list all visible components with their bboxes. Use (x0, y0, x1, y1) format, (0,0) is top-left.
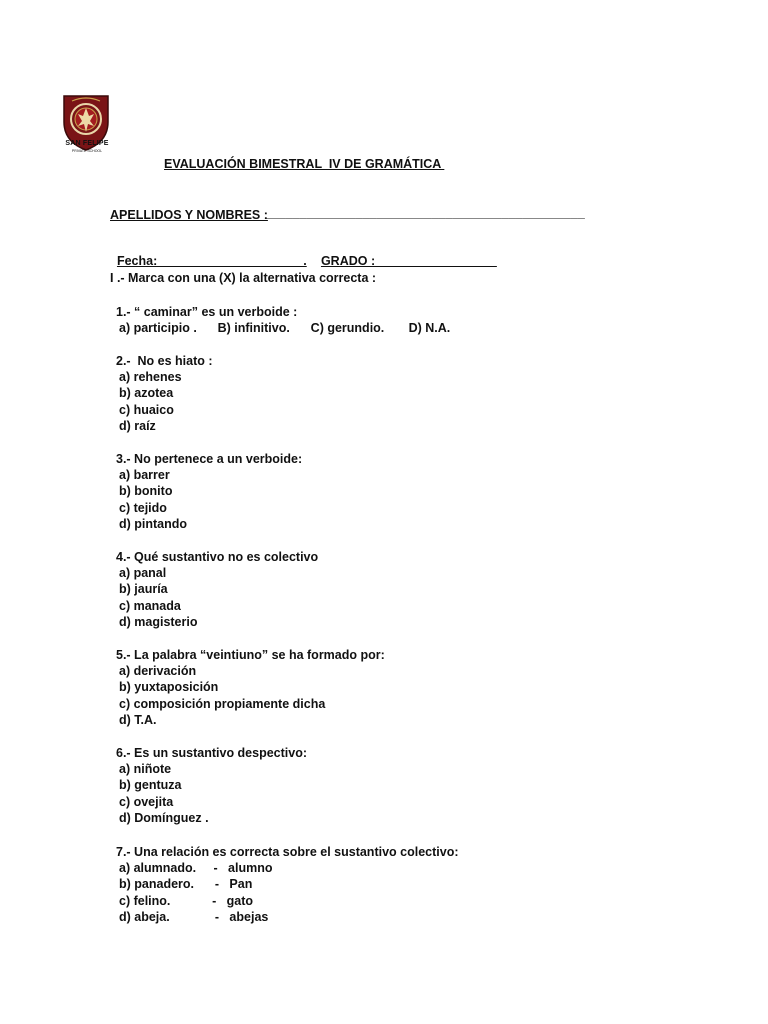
option-c[interactable]: c) felino. - gato (119, 893, 254, 908)
section-instruction: I .- Marca con una (X) la alternativa correcta : (110, 271, 377, 285)
question-text: 3.- No pertenece a un verboide: (116, 452, 303, 466)
question-1 (116, 304, 450, 336)
question-text: 1.- “ caminar” es un verboide : (116, 305, 298, 319)
date-label: Fecha:_____________________. (116, 254, 307, 268)
option-d[interactable]: d) abeja. - abejas (119, 909, 269, 924)
option-b[interactable]: b) gentuza (119, 778, 182, 793)
option-b[interactable]: b) azotea (119, 386, 174, 401)
question-4 (116, 549, 318, 630)
logo-school-subtitle: PRIVATE SCHOOL (71, 149, 103, 153)
option-d[interactable]: d) pintando (119, 516, 188, 531)
question-text: 2.- No es hiato : (116, 354, 213, 368)
question-text: 4.- Qué sustantivo no es colectivo (116, 550, 319, 564)
option-a[interactable]: a) derivación (119, 664, 197, 679)
option-c[interactable]: c) composición propiamente dicha (119, 696, 326, 711)
option-a[interactable]: a) panal (119, 566, 167, 581)
option-d[interactable]: d) raíz (119, 418, 156, 433)
school-crest-logo (60, 86, 112, 158)
option-c[interactable]: c) huaico (119, 402, 174, 417)
option-b[interactable]: b) panadero. - Pan (119, 877, 253, 892)
question-text: 7.- Una relación es correcta sobre el sustantivo colectivo: (116, 845, 459, 859)
option-a[interactable]: a) alumnado. - alumno (119, 861, 273, 876)
exam-title: EVALUACIÓN BIMESTRAL IV DE GRAMÁTICA (164, 157, 445, 171)
question-7 (116, 844, 459, 925)
name-blank-line[interactable]: ______________________________________________ (265, 206, 585, 220)
date-field[interactable] (110, 240, 307, 268)
option-a[interactable]: a) niñote (119, 762, 172, 777)
question-2 (116, 353, 213, 434)
grade-field[interactable] (314, 240, 497, 268)
option-d[interactable]: d) T.A. (119, 712, 157, 727)
grade-label: GRADO : _________________ (320, 254, 497, 268)
option-c[interactable]: c) manada (119, 598, 181, 613)
option-a[interactable]: a) rehenes (119, 370, 182, 385)
question-5 (116, 647, 385, 728)
question-text: 6.- Es un sustantivo despectivo: (116, 746, 308, 760)
option-c[interactable]: c) ovejita (119, 794, 174, 809)
name-label: APELLIDOS Y NOMBRES : (110, 208, 268, 222)
option-b[interactable]: b) bonito (119, 484, 173, 499)
option-b[interactable]: b) yuxtaposición (119, 680, 219, 695)
question-text: 5.- La palabra “veintiuno” se ha formado por: (116, 648, 385, 662)
option-c[interactable]: c) tejido (119, 500, 167, 515)
option-d[interactable]: d) magisterio (119, 614, 198, 629)
logo-school-name: SAN FELIPE (65, 140, 109, 147)
option-a[interactable]: a) barrer (119, 468, 170, 483)
question-inline-options[interactable]: a) participio . B) infinitivo. C) gerundio. D) N.A. (119, 321, 451, 336)
question-6 (116, 745, 307, 826)
option-d[interactable]: d) Domínguez . (119, 810, 209, 825)
question-3 (116, 451, 302, 532)
option-b[interactable]: b) jauría (119, 582, 168, 597)
